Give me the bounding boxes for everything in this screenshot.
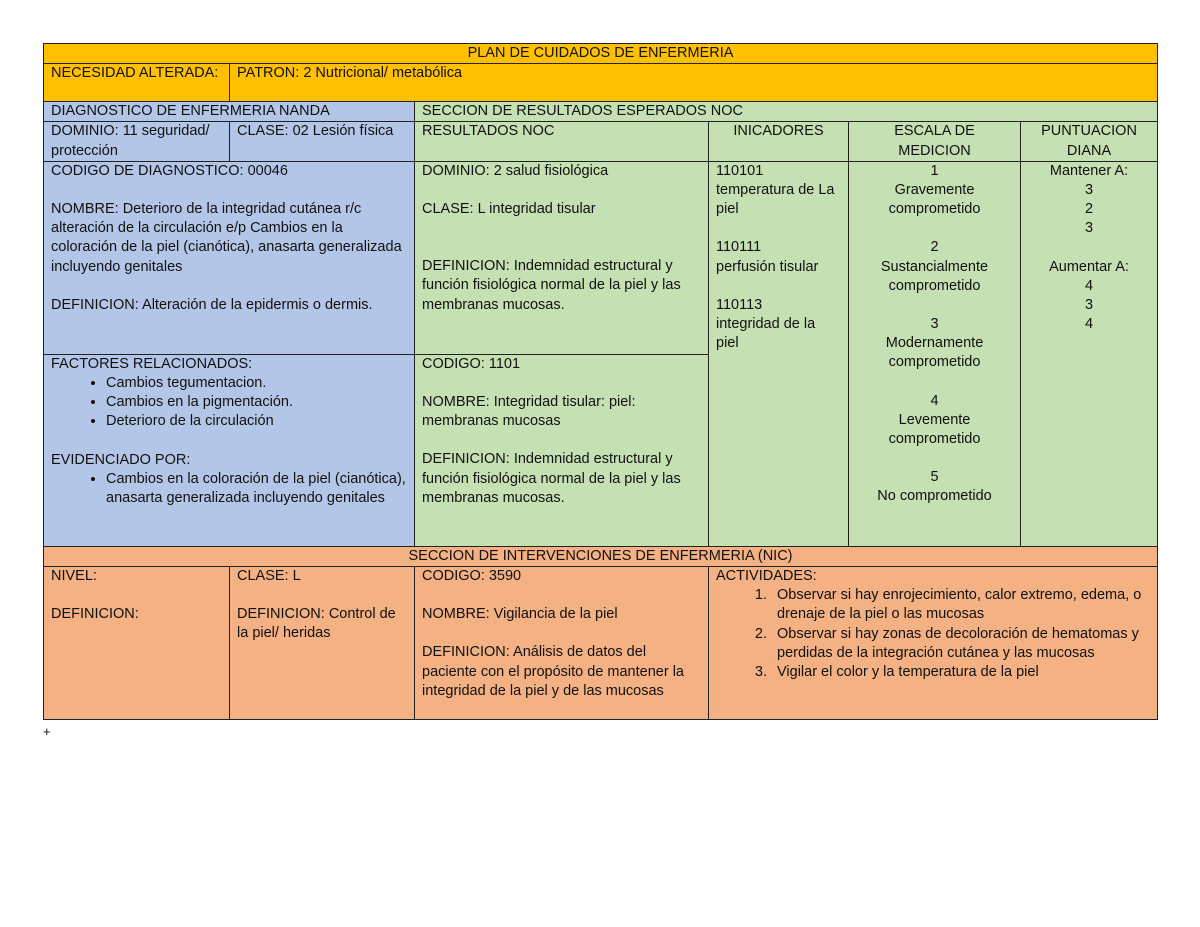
puntuacion-value: 3	[1084, 220, 1094, 237]
noc-clase: CLASE: L integridad tisular	[422, 201, 596, 218]
nic-codigo-cell	[415, 567, 709, 720]
escala-num: 5	[930, 469, 939, 486]
escala-texto: Sustancialmente comprometido	[880, 258, 989, 294]
mantener-label: Mantener A:	[1049, 162, 1129, 179]
noc-codigo: CODIGO: 1101	[422, 355, 521, 372]
noc-definicion: DEFINICION: Indemnidad estructural y función fisiológica normal de la piel y las membranas mucosas.	[422, 258, 681, 313]
factores-cell	[44, 354, 415, 546]
actividades-label: ACTIVIDADES:	[716, 568, 817, 585]
noc-nombre: NOMBRE: Integridad tisular: piel: membranas mucosas	[422, 394, 636, 430]
indicador-nombre: integridad de la piel	[716, 316, 816, 352]
indicador-nombre: perfusión tisular	[716, 258, 819, 275]
list-item: • Cambios en la coloración de la piel (cianótica), anasarta generalizada incluyendo genitales	[106, 470, 407, 508]
puntuacion-value: 2	[1084, 201, 1094, 218]
noc-top-cell	[415, 161, 709, 354]
list-item: 3. Vigilar el color y la temperatura de la piel	[771, 663, 1150, 682]
indicador-codigo: 110111	[716, 239, 762, 256]
nic-actividades-cell	[709, 567, 1158, 720]
diagnostico-definicion: DEFINICION: Alteración de la epidermis o dermis.	[51, 296, 373, 313]
nic-definicion: DEFINICION: Análisis de datos del paciente con el propósito de mantener la integridad de la piel y de las mucosas	[422, 644, 684, 699]
evidenciado-list	[51, 470, 407, 508]
diagnostico-nombre: NOMBRE: Deterioro de la integridad cutánea r/c alteración de la circulación e/p Cambios en la coloración de la piel (cianótica), anasarta generalizada incluyendo genitales	[51, 201, 402, 275]
indicadores-label: INICADORES	[709, 122, 849, 161]
evidenciado-label: EVIDENCIADO POR:	[51, 451, 191, 468]
escala-cell	[849, 161, 1021, 546]
nic-clase-definicion: DEFINICION: Control de la piel/ heridas	[237, 606, 396, 642]
clase-nanda: CLASE: 02 Lesión física	[230, 122, 415, 161]
puntuacion-cell	[1021, 161, 1158, 546]
nic-nivel-definicion: DEFINICION:	[51, 606, 139, 623]
indicadores-cell	[709, 161, 849, 546]
puntuacion-value: 3	[1084, 182, 1094, 199]
resultados-header: SECCION DE RESULTADOS ESPERADOS NOC	[415, 102, 1158, 122]
care-plan-table	[43, 43, 1158, 720]
puntuacion-value: 4	[1084, 277, 1094, 294]
diagnostico-cell	[44, 161, 415, 354]
escala-texto: Levemente comprometido	[888, 411, 981, 448]
escala-texto: Modernamente comprometido	[885, 335, 984, 371]
indicador-codigo: 110113	[716, 296, 763, 313]
noc-definicion: DEFINICION: Indemnidad estructural y función fisiológica normal de la piel y las membranas mucosas.	[422, 451, 681, 506]
resultados-noc-label: RESULTADOS NOC	[415, 122, 709, 161]
indicador-codigo: 110101	[716, 162, 764, 179]
diagnostico-codigo: CODIGO DE DIAGNOSTICO: 00046	[51, 162, 288, 179]
escala-texto: No comprometido	[877, 488, 992, 505]
diagnostico-header: DIAGNOSTICO DE ENFERMERIA NANDA	[44, 102, 415, 122]
necesidad-label: NECESIDAD ALTERADA:	[44, 64, 230, 102]
factores-list	[51, 374, 407, 432]
escala-num: 3	[930, 316, 939, 333]
intervenciones-header: SECCION DE INTERVENCIONES DE ENFERMERIA (NIC)	[44, 546, 1158, 566]
list-item: 1. Observar si hay enrojecimiento, calor extremo, edema, o drenaje de la piel o las mucosas	[771, 586, 1150, 624]
dominio-nanda: DOMINIO: 11 seguridad/ protección	[44, 122, 230, 161]
actividades-list	[716, 586, 1150, 682]
footer-mark: +	[43, 724, 51, 739]
list-item: • Deterioro de la circulación	[106, 412, 407, 431]
noc-dominio: DOMINIO: 2 salud fisiológica	[422, 162, 609, 179]
escala-num: 4	[930, 392, 939, 409]
list-item: • Cambios en la pigmentación.	[106, 393, 407, 412]
factores-label: FACTORES RELACIONADOS:	[51, 355, 253, 372]
escala-num: 1	[930, 162, 939, 179]
escala-num: 2	[930, 239, 939, 256]
aumentar-label: Aumentar A:	[1049, 258, 1129, 275]
escala-label: ESCALA DE MEDICION	[849, 122, 1021, 161]
puntuacion-label: PUNTUACION DIANA	[1021, 122, 1158, 161]
list-item: • Cambios tegumentacion.	[106, 374, 407, 393]
nic-nivel-cell	[44, 567, 230, 720]
nic-clase-cell	[230, 567, 415, 720]
list-item: 2. Observar si hay zonas de decoloración de hematomas y perdidas de la integración cutánea y las mucosas	[771, 625, 1150, 663]
plan-title: PLAN DE CUIDADOS DE ENFERMERIA	[44, 44, 1158, 64]
nic-nombre: NOMBRE: Vigilancia de la piel	[422, 606, 618, 623]
puntuacion-value: 3	[1084, 297, 1094, 314]
nic-nivel: NIVEL:	[51, 568, 97, 585]
puntuacion-value: 4	[1084, 316, 1094, 333]
escala-texto: Gravemente comprometido	[888, 182, 981, 218]
noc-bottom-cell	[415, 354, 709, 546]
nic-clase: CLASE: L	[237, 568, 301, 585]
indicador-nombre: temperatura de La piel	[716, 182, 835, 218]
nic-codigo: CODIGO: 3590	[422, 568, 522, 585]
patron-cell: PATRON: 2 Nutricional/ metabólica	[230, 64, 1158, 102]
